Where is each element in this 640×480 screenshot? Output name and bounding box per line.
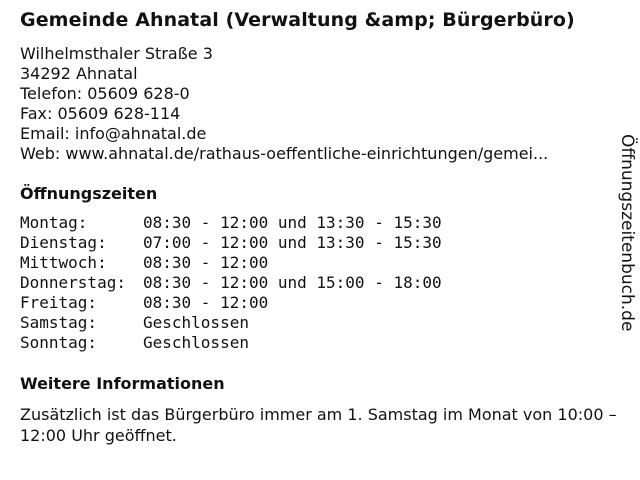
hours-time: Geschlossen — [143, 313, 249, 332]
street-line: Wilhelmsthaler Straße 3 — [20, 44, 213, 63]
city-line: 34292 Ahnatal — [20, 64, 138, 83]
hours-row-wednesday — [20, 253, 442, 273]
hours-day: Mittwoch: — [20, 253, 107, 272]
hours-time: 08:30 - 12:00 und 13:30 - 15:30 — [143, 213, 442, 232]
opening-hours-heading: Öffnungszeiten — [20, 184, 158, 203]
hours-day: Freitag: — [20, 293, 98, 312]
further-info-heading: Weitere Informationen — [20, 374, 225, 393]
hours-time: 08:30 - 12:00 — [143, 253, 269, 272]
hours-row-sunday — [20, 333, 442, 353]
hours-day: Sonntag: — [20, 333, 98, 352]
hours-time: Geschlossen — [143, 333, 249, 352]
page-title: Gemeinde Ahnatal (Verwaltung &amp; Bürgerbüro) — [20, 9, 575, 31]
hours-day: Donnerstag: — [20, 273, 126, 292]
hours-time: 08:30 - 12:00 — [143, 293, 269, 312]
hours-time: 08:30 - 12:00 und 15:00 - 18:00 — [143, 273, 442, 292]
further-info-text: Zusätzlich ist das Bürgerbüro immer am 1. Samstag im Monat von 10:00 – 12:00 Uhr geöffnet. — [20, 405, 617, 445]
hours-row-friday — [20, 293, 442, 313]
hours-row-tuesday — [20, 233, 442, 253]
phone-line: Telefon: 05609 628-0 — [20, 84, 190, 103]
fax-line: Fax: 05609 628-114 — [20, 104, 181, 123]
brand-watermark: Öffnungszeitenbuch.de — [617, 134, 637, 332]
web-line: Web: www.ahnatal.de/rathaus-oeffentliche-einrichtungen/gemei... — [20, 144, 549, 163]
hours-day: Dienstag: — [20, 233, 107, 252]
hours-time: 07:00 - 12:00 und 13:30 - 15:30 — [143, 233, 442, 252]
opening-hours-table — [20, 213, 442, 353]
address-block — [20, 44, 610, 164]
email-line: Email: info@ahnatal.de — [20, 124, 207, 143]
hours-row-thursday — [20, 273, 442, 293]
hours-row-monday — [20, 213, 442, 233]
hours-day: Samstag: — [20, 313, 98, 332]
hours-row-saturday — [20, 313, 442, 333]
hours-day: Montag: — [20, 213, 88, 232]
